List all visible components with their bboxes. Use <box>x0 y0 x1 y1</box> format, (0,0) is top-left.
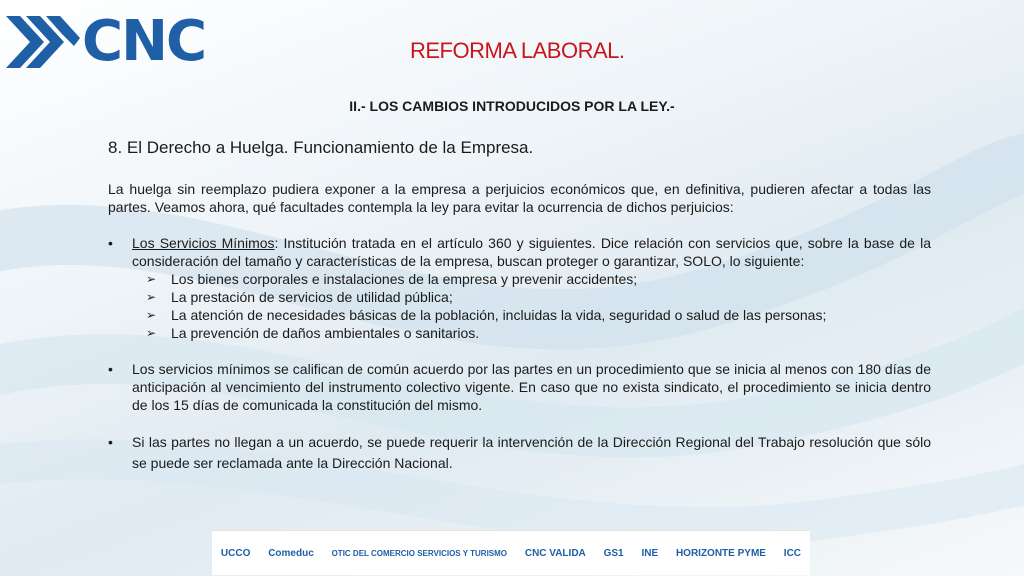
sponsor-logo-gs1: GS1 <box>603 547 624 559</box>
bullet-icon: • <box>108 361 113 377</box>
sponsor-logo-ucco: UCCO <box>220 547 251 559</box>
bullet-calificacion <box>108 360 931 414</box>
sponsor-logo-icc: ICC <box>783 547 802 559</box>
page-subtitle: II.- LOS CAMBIOS INTRODUCIDOS POR LA LEY.- <box>349 98 675 114</box>
bullet-text: Si las partes no llegan a un acuerdo, se puede requerir la intervención de la Dirección Regional del Trabajo resolución que sólo se puede ser reclamada ante la Dirección Nacional. <box>132 434 931 471</box>
list-item: ➢ Los bienes corporales e instalaciones de la empresa y prevenir accidentes; <box>146 271 638 287</box>
list-item: ➢ La prevención de daños ambientales o sanitarios. <box>146 325 480 341</box>
sponsor-logo-comeduc: Comeduc <box>268 547 314 559</box>
bullet-term: Los Servicios Mínimos <box>132 235 275 251</box>
arrow-bullet-icon: ➢ <box>146 290 157 304</box>
sub-list <box>108 270 931 342</box>
bullet-servicios-minimos <box>108 234 931 270</box>
sponsor-footer <box>212 530 810 575</box>
sponsor-logo-otic: OTIC DEL COMERCIO SERVICIOS Y TURISMO <box>331 548 508 558</box>
chevron-logo-icon <box>4 12 82 72</box>
intro-paragraph: La huelga sin reemplazo pudiera exponer a la empresa a perjuicios económicos que, en definitiva, pudieren afectar a todas las partes. Veamos ahora, qué facultades contempla la ley para evitar la ocurrencia de dichos perjuicios: <box>108 181 931 215</box>
cnc-logo <box>4 9 244 74</box>
bullet-icon: • <box>108 235 113 251</box>
bullet-icon: • <box>108 434 113 450</box>
arrow-bullet-icon: ➢ <box>146 326 157 340</box>
list-item: ➢ La atención de necesidades básicas de la población, incluidas la vida, seguridad o salud de las personas; <box>146 307 827 323</box>
body-content <box>108 180 931 474</box>
list-item: ➢ La prestación de servicios de utilidad pública; <box>146 289 453 305</box>
bullet-text: : Institución tratada en el artículo 360 y siguientes. Dice relación con servicios que, sobre la base de la consideración del tamaño y características de la empresa, buscan proteger o garantizar, SOLO, lo siguiente: <box>132 235 931 269</box>
bullet-text: Los servicios mínimos se califican de común acuerdo por las partes en un procedimiento que se inicia al menos con 180 días de anticipación al vencimiento del instrumento colectivo vigente. En caso que no exista sindicato, el procedimiento se inicia dentro de los 15 días de comunicada la constitución del mismo. <box>132 361 931 413</box>
logo-text: CNC <box>82 9 206 74</box>
sponsor-logo-horizonte-pyme: HORIZONTE PYME <box>675 547 766 559</box>
arrow-bullet-icon: ➢ <box>146 308 157 322</box>
sponsor-logo-ine: INE <box>641 547 659 559</box>
section-heading: 8. El Derecho a Huelga. Funcionamiento de la Empresa. <box>108 138 534 157</box>
sponsor-logo-cnc-valida: CNC VALIDA <box>524 547 586 559</box>
page-title: REFORMA LABORAL. <box>410 38 625 63</box>
arrow-bullet-icon: ➢ <box>146 272 157 286</box>
bullet-desacuerdo <box>108 432 931 474</box>
